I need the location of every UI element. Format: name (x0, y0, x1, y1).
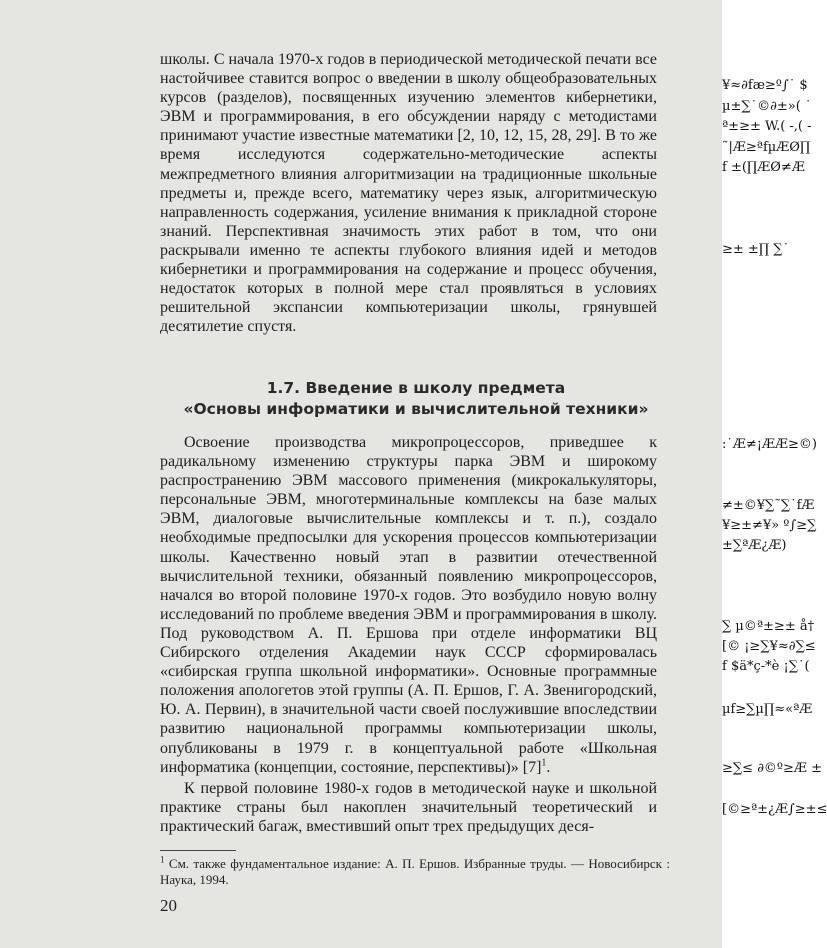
margin-fragment: ≥± ±∏ ∑˙ (722, 242, 790, 257)
margin-fragment: :˙Æ≠¡ÆÆ≥©) (722, 437, 817, 452)
adjacent-page-strip (722, 0, 827, 948)
heading-line-2: «Основы информатики и вычислительной техники» (183, 400, 649, 418)
section-heading (160, 378, 672, 420)
paragraph-1-text: школы. С начала 1970-х годов в периодической методической печати все настойчивее ставится вопрос о введении в школу общеобразовательных курсов (разделов), посвященных изучению элементов кибернетики, ЭВМ и программирования, в его обсуждении наряду с методистами принимают участие известные математики [2, 10, 12, 15, 28, 29]. В то же время исследуются содержательно-методические аспекты межпредметного влияния алгоритмизации на традиционные школьные предметы и, прежде всего, математику через язык, алгоритмическую направленность содержания, усиление внимания к прикладной стороне знаний. Перспективная значимость этих работ в том, что они раскрывали именно те аспекты глубокого влияния идей и методов кибернетики и программирования на содержание и процесс обучения, недостаток которых в полной мере стал проявляться в условиях решительной экспансии компьютеризации школы, грянувшей десятилетие спустя. (160, 51, 657, 336)
paragraph-2-text: Освоение производства микропроцессоров, приведшее к радикальному изменению структуры парка ЭВМ и широкому распространению ЭВМ массового применения (микрокалькуляторы, персональные ЭВМ, многотерминальные комплексы на базе малых ЭВМ, диалоговые вычислительные комплексы и т. п.), создало необходимые предпосылки для ускорения процессов компьютеризации школы. Качественно новый этап в развитии отечественной вычислительной техники, обязанный появлению микропроцессоров, начался во второй половине 1970-х годов. Это возбудило новую волну исследований по проблеме введения ЭВМ и программирования в школу. Под руководством А. П. Ершова при отделе информатики ВЦ Сибирского отделения Академии наук СССР сформировалась «сибирская группа школьной информатики». Основные программные положения апологетов этой группы (А. П. Ершов, Г. А. Звенигородский, Ю. А. Первин), в значительной части своей послужившие впоследствии развитию национальной программы компьютеризации школы, опубликованы в 1979 г. в концептуальной работе «Школьная информатика (концепции, состояние, перспективы)» [7] (160, 434, 657, 776)
paragraph-3: К первой половине 1980-х годов в методической науке и школьной практике страны был накоплен значительный теоретический и практический багаж, вместивший опыт трех предыдущих деся- (160, 779, 657, 835)
margin-fragment: ≠±©¥∑˜∑˙fÆ (722, 498, 815, 513)
margin-fragment: ¥≥±≠¥» º∫≥∑ (722, 518, 817, 533)
margin-fragment: [©≥ª±¿Æ∫≥±≤ (722, 802, 827, 817)
margin-fragment: f ±(∏ÆØ≠Æ (722, 160, 805, 175)
margin-fragment: ≥∑≤ ∂©º≥Æ ± (722, 761, 822, 776)
paragraph-1 (160, 50, 657, 336)
margin-fragment: µ±∑˙©∂±»( ˙ (722, 99, 812, 114)
section-body (160, 433, 657, 836)
margin-fragment: µf≥∑µ∏≈«ªÆ (722, 702, 813, 717)
margin-fragment: ±∑ªÆ¿Æ) (722, 538, 787, 553)
page-number: 20 (160, 896, 177, 915)
footnote-rule (160, 850, 236, 851)
footnote-ref: 1 (541, 757, 547, 769)
footnote-text: См. также фундаментальное издание: А. П. Ершов. Избранные труды. — Новосибирск : Наука, 1994. (160, 856, 671, 887)
margin-fragment: ¥≈∂fæ≥º∫˙ $ (722, 78, 808, 93)
footnote (160, 856, 670, 888)
margin-fragment: f $ä*ç-*è ¡∑˙( (722, 659, 810, 674)
margin-fragment: ∑ µ©ª±≥± å† (722, 619, 815, 634)
heading-line-1: 1.7. Введение в школу предмета (266, 379, 566, 397)
margin-fragment: [© ¡≥∑¥≈∂∑≤ (722, 639, 816, 654)
margin-fragment: ˜|Æ≥ªfµÆØ∏ (722, 140, 811, 155)
margin-fragment: ª±≥± W.( -,( - (722, 119, 812, 134)
paragraph-2 (160, 433, 657, 777)
paragraph-2-end: . (546, 758, 551, 776)
footnote-number: 1 (160, 854, 165, 865)
